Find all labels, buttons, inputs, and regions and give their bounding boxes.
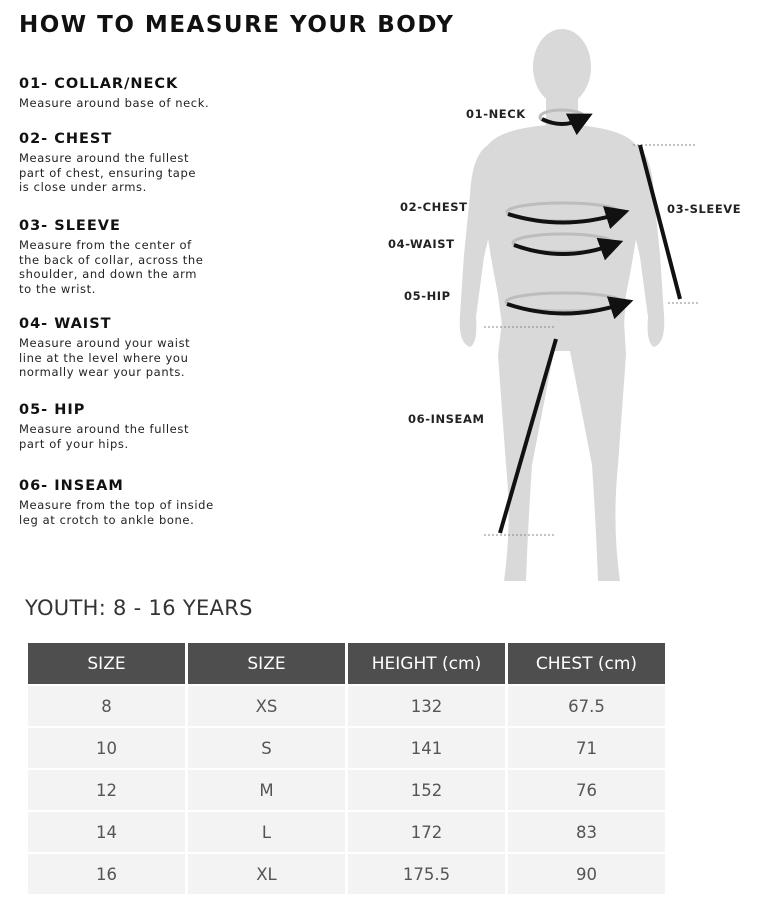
step-sleeve [19, 218, 349, 296]
table-header-row [28, 643, 665, 686]
label-chest: 02-CHEST [400, 200, 468, 214]
body-silhouette [380, 25, 757, 590]
table-cell: 8 [28, 686, 185, 728]
label-hip: 05-HIP [404, 289, 451, 303]
table-cell: 71 [508, 728, 665, 770]
column-header: SIZE [28, 643, 185, 686]
table-cell: 14 [28, 812, 185, 854]
table-cell: 152 [348, 770, 505, 812]
table-cell: 83 [508, 812, 665, 854]
step-description: Measure from the center of the back of collar, across the shoulder, and down the arm to the wrist. [19, 238, 204, 296]
table-cell: 141 [348, 728, 505, 770]
step-description: Measure around base of neck. [19, 96, 210, 110]
table-cell: 172 [348, 812, 505, 854]
table-cell: M [188, 770, 345, 812]
table-cell: 132 [348, 686, 505, 728]
table-cell: 12 [28, 770, 185, 812]
table-cell: 16 [28, 854, 185, 896]
column-header: HEIGHT (cm) [348, 643, 505, 686]
step-description: Measure around the fullest part of chest, ensuring tape is close under arms. [19, 151, 197, 194]
step-title: 05- HIP [19, 402, 86, 418]
table-cell: 10 [28, 728, 185, 770]
body-figure [380, 25, 757, 590]
size-chart-table [25, 643, 668, 896]
table-row [28, 770, 665, 812]
step-neck [19, 76, 349, 111]
step-hip [19, 402, 349, 451]
table-heading: YOUTH: 8 - 16 YEARS [25, 596, 253, 620]
table-cell: XL [188, 854, 345, 896]
step-description: Measure around your waist line at the level where you normally wear your pants. [19, 336, 191, 379]
column-header: CHEST (cm) [508, 643, 665, 686]
label-neck: 01-NECK [466, 107, 526, 121]
table-row [28, 812, 665, 854]
step-waist [19, 316, 349, 380]
table-row [28, 854, 665, 896]
table-cell: 90 [508, 854, 665, 896]
step-inseam [19, 478, 349, 527]
step-title: 02- CHEST [19, 131, 113, 147]
table-cell: XS [188, 686, 345, 728]
label-waist: 04-WAIST [388, 237, 455, 251]
step-title: 06- INSEAM [19, 478, 124, 494]
label-sleeve: 03-SLEEVE [667, 202, 742, 216]
column-header: SIZE [188, 643, 345, 686]
table-cell: 67.5 [508, 686, 665, 728]
step-description: Measure from the top of inside leg at crotch to ankle bone. [19, 498, 214, 527]
table-cell: 76 [508, 770, 665, 812]
table-cell: L [188, 812, 345, 854]
table-row [28, 686, 665, 728]
label-inseam: 06-INSEAM [408, 412, 485, 426]
step-title: 01- COLLAR/NECK [19, 76, 179, 92]
page-title: HOW TO MEASURE YOUR BODY [19, 12, 455, 38]
step-description: Measure around the fullest part of your hips. [19, 422, 190, 451]
step-title: 04- WAIST [19, 316, 112, 332]
step-chest [19, 131, 349, 195]
table-cell: 175.5 [348, 854, 505, 896]
table-row [28, 728, 665, 770]
step-title: 03- SLEEVE [19, 218, 121, 234]
table-cell: S [188, 728, 345, 770]
